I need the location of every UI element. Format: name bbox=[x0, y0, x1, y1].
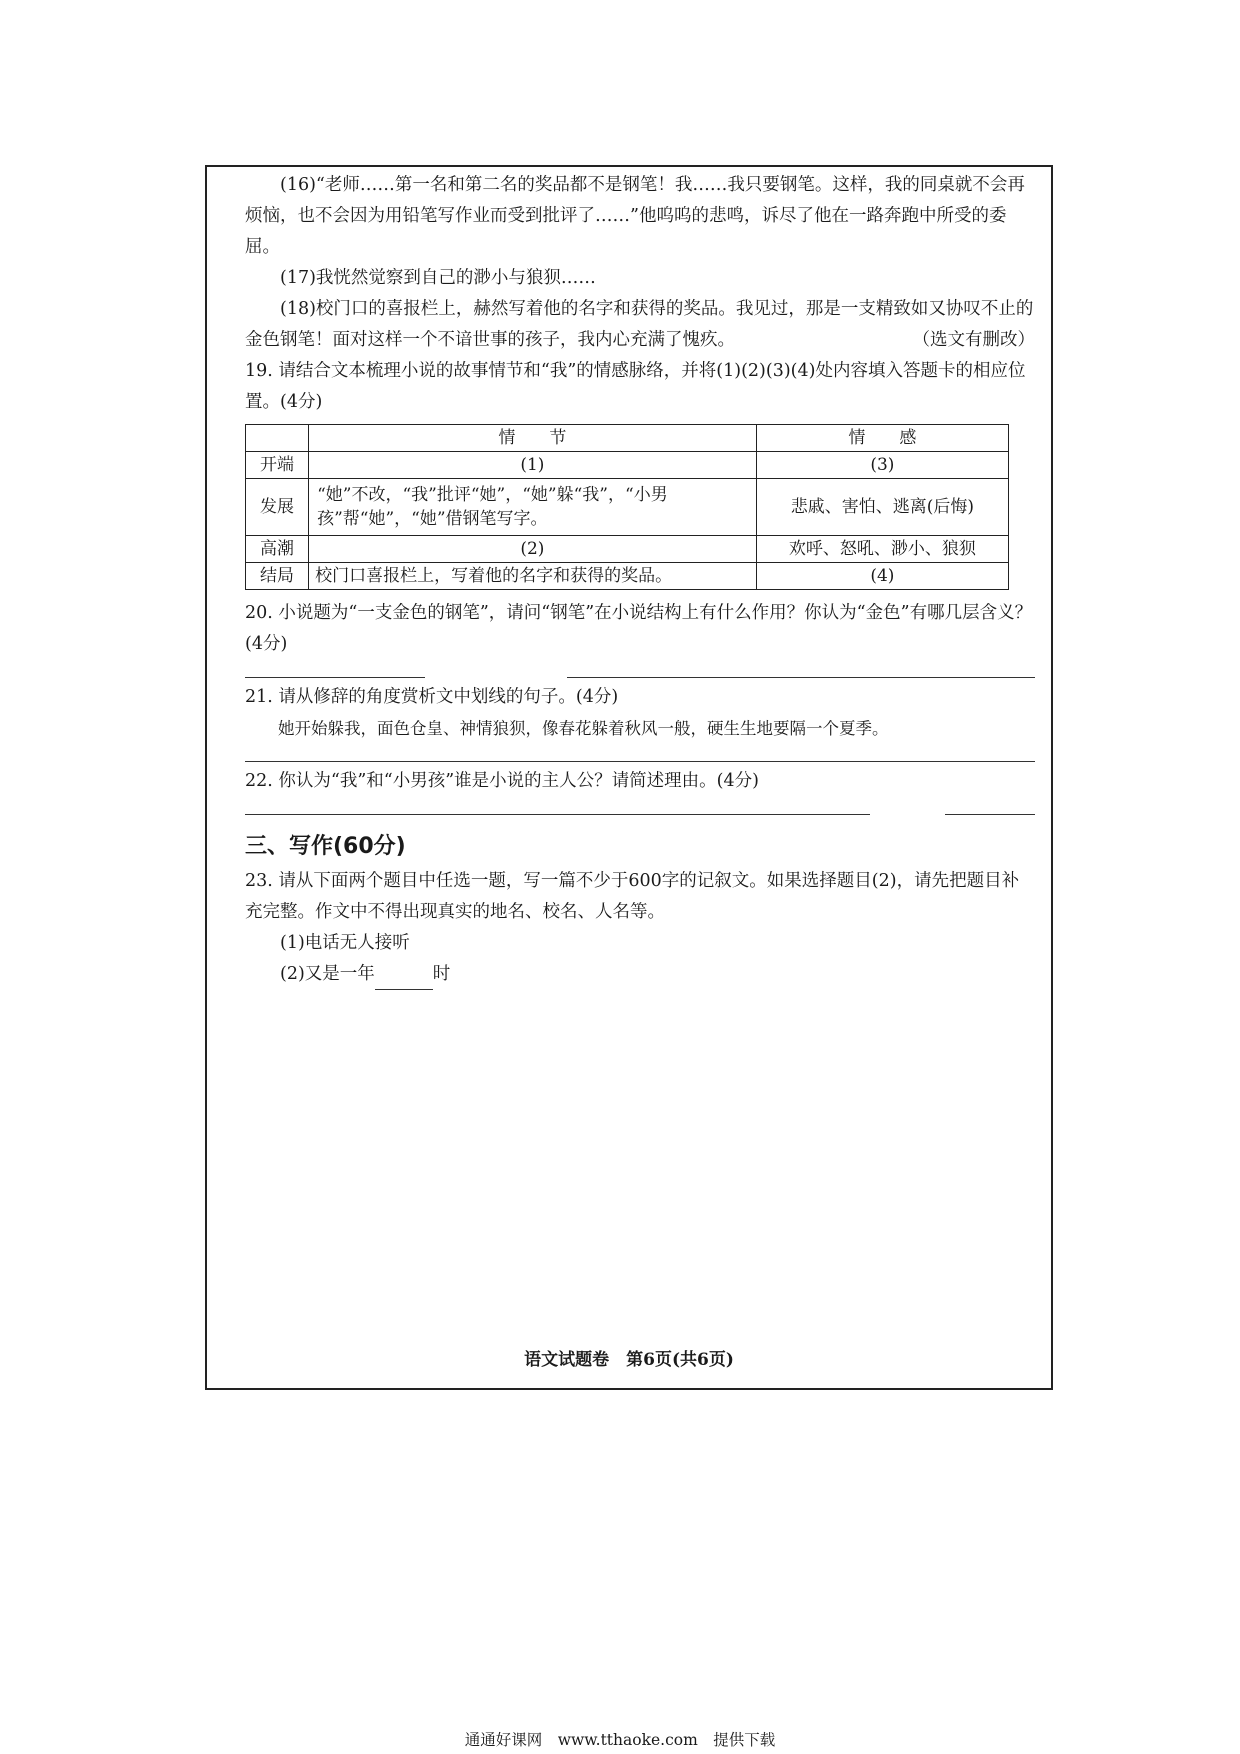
table-row bbox=[246, 536, 1009, 563]
table-header-row bbox=[246, 425, 1009, 452]
table-row bbox=[246, 563, 1009, 590]
answer-line-20 bbox=[245, 660, 1035, 682]
row-plot: (1) bbox=[309, 452, 757, 479]
row-emotion: (3) bbox=[756, 452, 1008, 479]
passage-paragraph-18-text: (18)校门口的喜报栏上，赫然写着他的名字和获得的奖品。我见过，那是一支精致如又协叹不止的金色钢笔！面对这样一个不谙世事的孩子，我内心充满了愧疚。 bbox=[245, 299, 1034, 350]
table-row bbox=[246, 452, 1009, 479]
answer-line-21 bbox=[245, 744, 1035, 766]
question-19: 19. 请结合文本梳理小说的故事情节和“我”的情感脉络，并将(1)(2)(3)(4)处内容填入答题卡的相应位置。(4分) bbox=[245, 361, 1026, 412]
download-note: 通通好课网 www.tthaoke.com 提供下载 bbox=[464, 1731, 776, 1749]
row-label: 开端 bbox=[246, 452, 309, 479]
row-label: 结局 bbox=[246, 563, 309, 590]
table-header-emotion: 情 感 bbox=[756, 425, 1008, 452]
writing-option-1: (1)电话无人接听 bbox=[280, 933, 410, 953]
question-22: 22. 你认为“我”和“小男孩”谁是小说的主人公？请简述理由。(4分) bbox=[245, 771, 759, 791]
row-label: 发展 bbox=[246, 479, 309, 536]
exam-content bbox=[245, 170, 1035, 990]
row-emotion: (4) bbox=[756, 563, 1008, 590]
passage-paragraph-17: (17)我恍然觉察到自己的渺小与狼狈…… bbox=[280, 268, 596, 288]
writing-option-2-suffix: 时 bbox=[432, 964, 451, 984]
table-row bbox=[246, 479, 1009, 536]
row-plot: “她”不改，“我”批评“她”，“她”躲“我”，“小男孩”帮“她”，“她”借钢笔写字。 bbox=[309, 479, 757, 536]
row-emotion: 欢呼、怒吼、渺小、狼狈 bbox=[756, 536, 1008, 563]
writing-option-2 bbox=[245, 959, 1035, 990]
writing-option-2-prefix: (2)又是一年 bbox=[280, 964, 375, 984]
fill-in-blank bbox=[375, 971, 433, 990]
row-plot: (2) bbox=[309, 536, 757, 563]
plot-emotion-table bbox=[245, 424, 1009, 590]
page-footer: 语文试题卷 第6页(共6页) bbox=[524, 1350, 734, 1370]
underlined-sentence: 她开始躲我，面色仓皇、神情狼狈，像春花躲着秋风一般，硬生生地要隔一个夏季。 bbox=[278, 719, 889, 738]
question-20: 20. 小说题为“一支金色的钢笔”，请问“钢笔”在小说结构上有什么作用？你认为“金色”有哪几层含义？(4分) bbox=[245, 603, 1033, 654]
passage-paragraph-16: (16)“老师……第一名和第二名的奖品都不是钢笔！我……我只要钢笔。这样，我的同桌就不会再烦恼，也不会因为用铅笔写作业而受到批评了……”他呜呜的悲鸣，诉尽了他在一路奔跑中所受的委屈。 bbox=[245, 175, 1025, 257]
answer-line-22 bbox=[245, 797, 1035, 819]
question-23: 23. 请从下面两个题目中任选一题，写一篇不少于600字的记叙文。如果选择题目(2)，请先把题目补充完整。作文中不得出现真实的地名、校名、人名等。 bbox=[245, 871, 1020, 922]
table-header-blank bbox=[246, 425, 309, 452]
row-plot: 校门口喜报栏上，写着他的名字和获得的奖品。 bbox=[309, 563, 757, 590]
question-21: 21. 请从修辞的角度赏析文中划线的句子。(4分) bbox=[245, 687, 619, 707]
source-note: （选文有删改） bbox=[912, 330, 1035, 350]
writing-section-title: 三、写作(60分) bbox=[245, 834, 406, 859]
row-emotion: 悲戚、害怕、逃离(后悔) bbox=[756, 479, 1008, 536]
row-label: 高潮 bbox=[246, 536, 309, 563]
table-header-plot: 情 节 bbox=[309, 425, 757, 452]
passage-paragraph-18 bbox=[245, 294, 1035, 356]
